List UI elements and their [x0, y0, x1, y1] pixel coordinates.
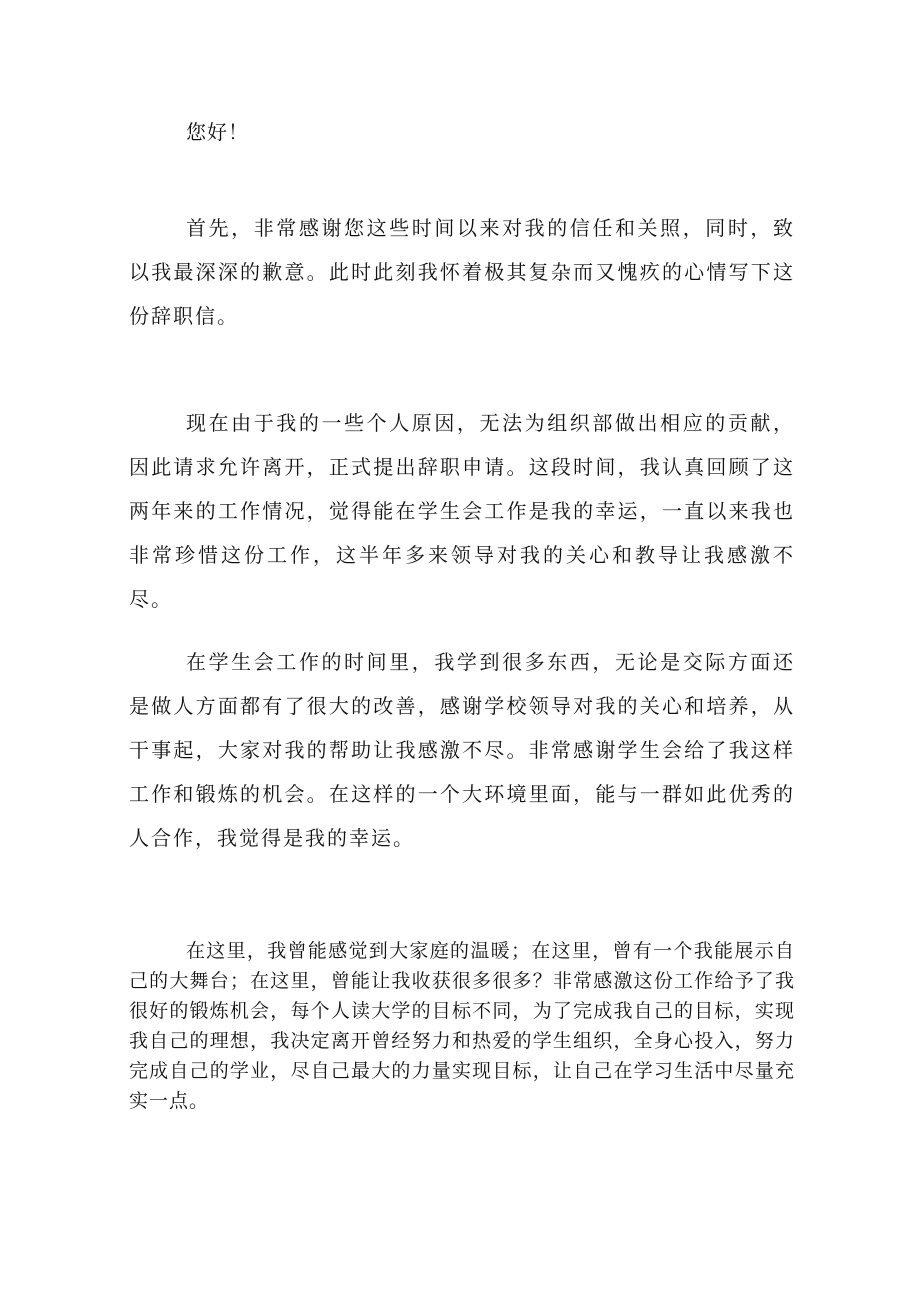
paragraph-reflection: 在这里，我曾能感觉到大家庭的温暖；在这里，曾有一个我能展示自己的大舞台；在这里，曾能让我收获很多很多？非常感激这份工作给予了我很好的锻炼机会，每个人读大学的目标不同，为了完成我自己的目标，实现我自己的理想，我决定离开曾经努力和热爱的学生组织，全身心投入，努力完成自己的学业，尽自己最大的力量实现目标，让自己在学习生活中尽量充实一点。 — [129, 940, 795, 1112]
letter-greeting: 您好！ — [186, 120, 249, 144]
paragraph-resignation-request: 现在由于我的一些个人原因，无法为组织部做出相应的贡献，因此请求允许离开，正式提出辞职申请。这段时间，我认真回顾了这两年来的工作情况，觉得能在学生会工作是我的幸运，一直以来我也非常珍惜这份工作，这半年多来领导对我的关心和教导让我感激不尽。 — [129, 411, 795, 611]
paragraph-gratitude: 首先，非常感谢您这些时间以来对我的信任和关照，同时，致以我最深深的歉意。此时此刻我怀着极其复杂而又愧疚的心情写下这份辞职信。 — [129, 216, 795, 328]
paragraph-experience: 在学生会工作的时间里，我学到很多东西，无论是交际方面还是做人方面都有了很大的改善，感谢学校领导对我的关心和培养，从干事起，大家对我的帮助让我感激不尽。非常感谢学生会给了我这样工作和锻炼的机会。在这样的一个大环境里面，能与一群如此优秀的人合作，我觉得是我的幸运。 — [129, 650, 795, 850]
